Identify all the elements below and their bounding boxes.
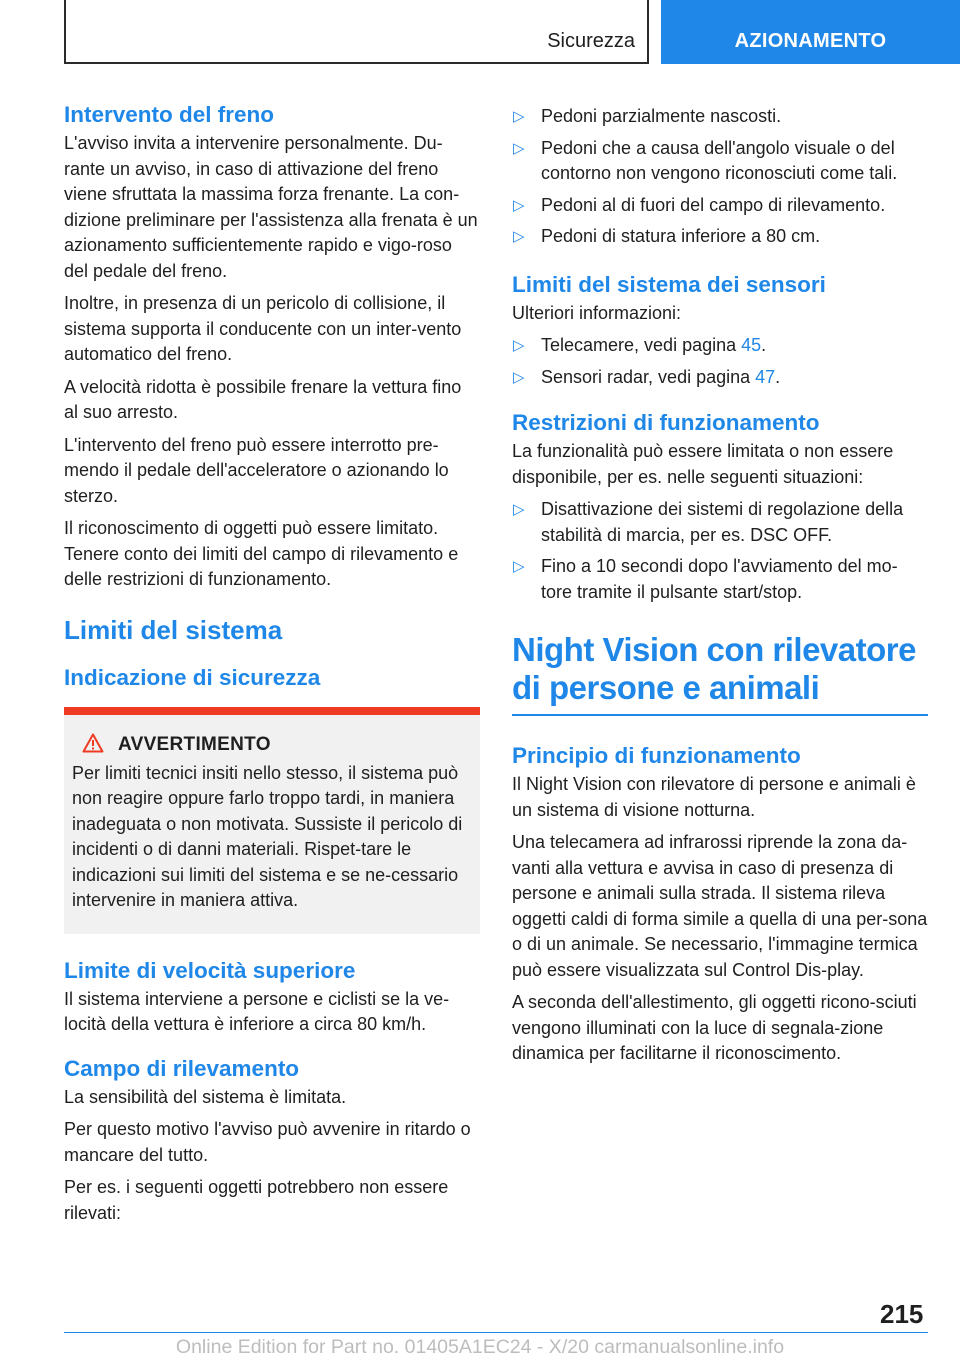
watermark: carmanualsonline.info xyxy=(594,1336,785,1358)
page-number: 215 xyxy=(880,1299,924,1329)
header-section-title: Sicurezza xyxy=(547,30,635,52)
paragraph: Inoltre, in presenza di un pericolo di collisione, il sistema supporta il conducente con un inter‐vento automatico del freno. xyxy=(64,293,462,364)
triangle-right-icon: ▷ xyxy=(513,108,525,125)
sensor-links-list xyxy=(512,333,928,390)
warning-title: AVVERTIMENTO xyxy=(118,734,271,755)
list-item: ▷ Pedoni al di fuori del campo di rilevamento. xyxy=(512,193,928,219)
paragraph: Per questo motivo l'avviso può avvenire in ritardo o mancare del tutto. xyxy=(64,1119,471,1165)
list-item: ▷ Pedoni che a causa dell'angolo visuale o del contorno non vengono riconosciuti come tali. xyxy=(513,137,898,183)
heading-principio: Principio di funzionamento xyxy=(512,743,801,768)
paragraph: Per es. i seguenti oggetti potrebbero non essere rilevati: xyxy=(64,1177,449,1223)
triangle-right-icon: ▷ xyxy=(513,196,525,214)
warning-header xyxy=(82,733,471,758)
paragraph: Una telecamera ad infrarossi riprende la zona da‐vanti alla vettura e avvisa in caso di presenza di persone e animali sulla strada. Il sistema rileva oggetti caldi di forma simile a quella di una per‐sona o di un animale. Se necessario, l'immagine termica può essere visualizzata sul Control Dis‐play. xyxy=(512,832,928,980)
left-column xyxy=(64,100,480,1233)
list-item: ▷ Fino a 10 secondi dopo l'avviamento del mo‐tore tramite il pulsante start/stop. xyxy=(513,556,898,602)
triangle-right-icon: ▷ xyxy=(513,139,525,157)
header-chapter-title: AZIONAMENTO xyxy=(734,30,887,52)
header-chapter-tab xyxy=(661,0,960,64)
restrictions-list xyxy=(512,497,928,605)
paragraph: La sensibilità del sistema è limitata. xyxy=(64,1086,347,1107)
paragraph: L'avviso invita a intervenire personalmente. Du‐rante un avviso, in caso di attivazione del freno viene sfruttata la massima forza frenante. La con‐dizione preliminare per l'assistenza alla frenata è un azionamento sufficientemente rapido e vigo‐roso del pedale del freno. xyxy=(64,133,478,281)
page-link-45[interactable]: 45 xyxy=(741,335,762,355)
triangle-right-icon: ▷ xyxy=(513,368,525,386)
heading-limite-velocita: Limite di velocità superiore xyxy=(64,957,356,983)
heading-limiti-sensori: Limiti del sistema dei sensori xyxy=(512,271,826,297)
list-item: ▷ Telecamere, vedi pagina 45. xyxy=(512,333,928,359)
paragraph: Il riconoscimento di oggetti può essere limitato. Tenere conto dei limiti del campo di rilevamento e delle restrizioni di funzionamento. xyxy=(64,518,459,589)
heading-indicazione-sicurezza: Indicazione di sicurezza xyxy=(64,664,321,690)
paragraph: La funzionalità può essere limitata o non essere disponibile, per es. nelle seguenti situazioni: xyxy=(512,441,894,487)
footer-edition: Online Edition for Part no. 01405A1EC24 - X/20 carmanualsonline.info xyxy=(175,1336,785,1358)
paragraph: L'intervento del freno può essere interrotto pre‐mendo il pedale dell'acceleratore o azionando lo sterzo. xyxy=(64,434,449,506)
triangle-right-icon: ▷ xyxy=(513,501,525,518)
list-item: ▷ Pedoni parzialmente nascosti. xyxy=(512,104,928,130)
triangle-right-icon: ▷ xyxy=(513,337,525,354)
paragraph: Il Night Vision con rilevatore di persone e animali è un sistema di visione notturna. xyxy=(512,774,916,820)
heading-campo-rilevamento: Campo di rilevamento xyxy=(64,1055,300,1081)
undetected-objects-list xyxy=(512,104,928,250)
heading-limiti-sistema: Limiti del sistema xyxy=(64,614,283,645)
page-link-47[interactable]: 47 xyxy=(755,366,776,387)
list-item: ▷ Sensori radar, vedi pagina 47. xyxy=(512,365,928,391)
triangle-right-icon: ▷ xyxy=(513,558,525,575)
paragraph: Ulteriori informazioni: xyxy=(512,302,682,323)
triangle-right-icon: ▷ xyxy=(513,228,525,245)
section-divider xyxy=(512,714,928,716)
right-column xyxy=(512,100,928,1074)
paragraph: Il sistema interviene a persone e ciclisti se la ve‐locità della vettura è inferiore a circa 80 km/h. xyxy=(64,988,450,1034)
list-item: ▷ Pedoni di statura inferiore a 80 cm. xyxy=(512,224,928,250)
header-section-box xyxy=(64,0,649,64)
heading-intervento: Intervento del freno xyxy=(64,102,275,127)
paragraph: A seconda dell'allestimento, gli oggetti ricono‐sciuti vengono illuminati con la luce di segnala‐zione dinamica per facilitarne il riconoscimento. xyxy=(512,992,917,1063)
heading-night-vision: Night Vision con rilevatore di persone e animali xyxy=(512,631,916,706)
footer-divider xyxy=(64,1332,928,1333)
warning-triangle-icon xyxy=(82,733,104,758)
heading-restrizioni: Restrizioni di funzionamento xyxy=(512,410,820,435)
paragraph: A velocità ridotta è possibile frenare la vettura fino al suo arresto. xyxy=(64,376,462,422)
list-item: ▷ Disattivazione dei sistemi di regolazione della stabilità di marcia, per es. DSC OFF. xyxy=(513,499,904,545)
warning-text: Per limiti tecnici insiti nello stesso, il sistema può non reagire oppure farlo troppo tardi, in maniera inadeguata o non motivata. Sussiste il pericolo di incidenti o di danni materiali. Rispet‐tare le indicazioni sui limiti del sistema e se ne‐cessario intervenire in maniera attiva. xyxy=(72,762,463,910)
warning-box xyxy=(64,707,480,934)
